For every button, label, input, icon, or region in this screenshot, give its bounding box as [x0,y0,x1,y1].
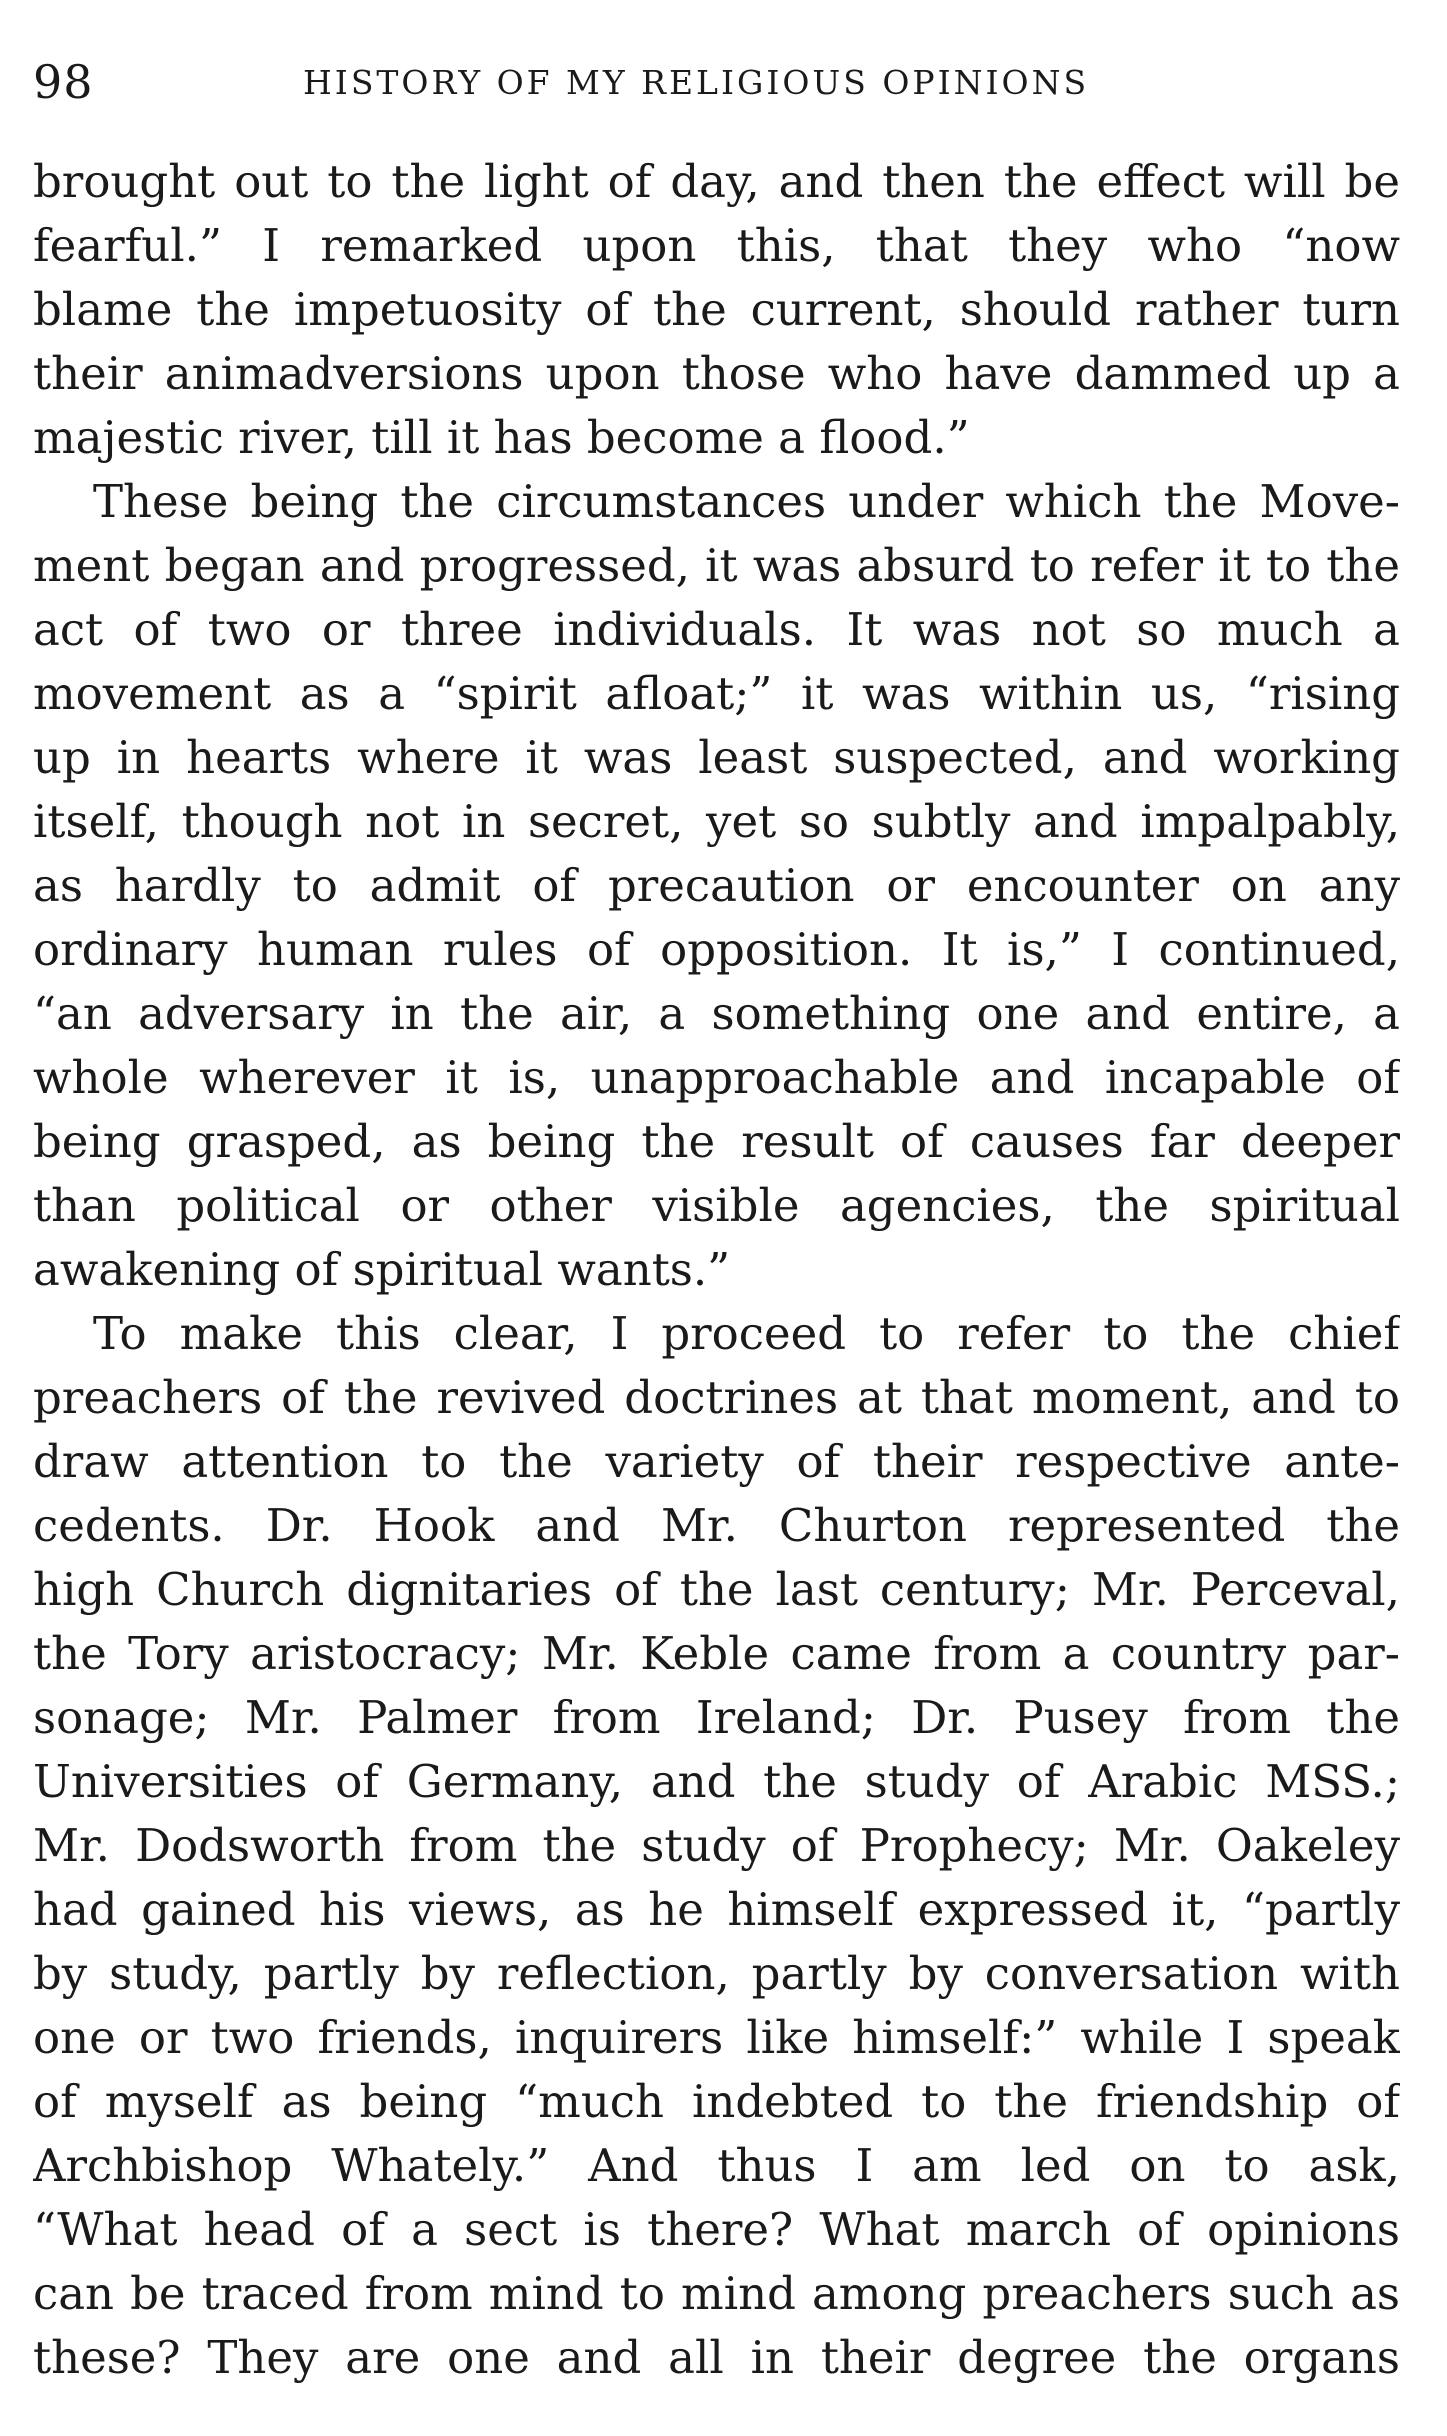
text-line: had gained his views, as he himself expressed it, “partly [33,1883,1400,1936]
text-line: ordinary human rules of opposition. It is,” I continued, [33,923,1400,976]
text-line: movement as a “spirit afloat;” it was within us, “rising [33,667,1400,720]
running-head [33,47,1400,117]
text-line: fearful.” I remarked upon this, that they who “now [33,219,1400,272]
text-line: act of two or three individuals. It was not so much a [33,603,1400,656]
paragraph [33,1302,1400,2390]
text-line: one or two friends, inquirers like himself:” while I speak [33,2011,1400,2064]
text-line: by study, partly by reflection, partly by conversation with [33,1947,1400,2000]
running-title: HISTORY OF MY RELIGIOUS OPINIONS [303,63,1090,102]
text-line: Archbishop Whately.” And thus I am led on to ask, [33,2139,1400,2192]
page-number: 98 [33,55,94,109]
text-line: the Tory aristocracy; Mr. Keble came from a country par- [33,1627,1400,1680]
text-line: sonage; Mr. Palmer from Ireland; Dr. Pusey from the [33,1691,1400,1744]
text-line: majestic river, till it has become a flood.” [33,411,970,464]
text-line: These being the circumstances under which the Move- [93,475,1400,528]
text-line: brought out to the light of day, and then the effect will be [33,155,1400,208]
text-line: draw attention to the variety of their respective ante- [33,1435,1400,1488]
text-line: itself, though not in secret, yet so subtly and impalpably, [33,795,1400,848]
text-line: “an adversary in the air, a something one and entire, a [33,987,1400,1040]
body-text [33,150,1400,2390]
paragraph [33,470,1400,1302]
text-line: of myself as being “much indebted to the friendship of [33,2075,1400,2128]
text-line: Mr. Dodsworth from the study of Prophecy; Mr. Oakeley [33,1819,1400,1872]
paragraph [33,150,1400,470]
text-line: cedents. Dr. Hook and Mr. Churton represented the [33,1499,1400,1552]
text-line: can be traced from mind to mind among preachers such as [33,2267,1400,2320]
text-line: than political or other visible agencies, the spiritual [33,1179,1400,1232]
text-line: being grasped, as being the result of causes far deeper [33,1115,1400,1168]
text-line: blame the impetuosity of the current, should rather turn [33,283,1400,336]
text-line: awakening of spiritual wants.” [33,1243,731,1296]
text-line: Universities of Germany, and the study of Arabic MSS.; [33,1755,1400,1808]
text-line: ment began and progressed, it was absurd to refer it to the [33,539,1400,592]
text-line: their animadversions upon those who have dammed up a [33,347,1400,400]
text-line: preachers of the revived doctrines at that moment, and to [33,1371,1400,1424]
text-line: whole wherever it is, unapproachable and incapable of [33,1051,1400,1104]
text-line: To make this clear, I proceed to refer to the chief [93,1307,1400,1360]
text-line: these? They are one and all in their degree the organs [33,2331,1400,2384]
text-line: “What head of a sect is there? What march of opinions [33,2203,1400,2256]
text-line: high Church dignitaries of the last century; Mr. Perceval, [33,1563,1400,1616]
text-line: as hardly to admit of precaution or encounter on any [33,859,1400,912]
text-line: up in hearts where it was least suspected, and working [33,731,1400,784]
